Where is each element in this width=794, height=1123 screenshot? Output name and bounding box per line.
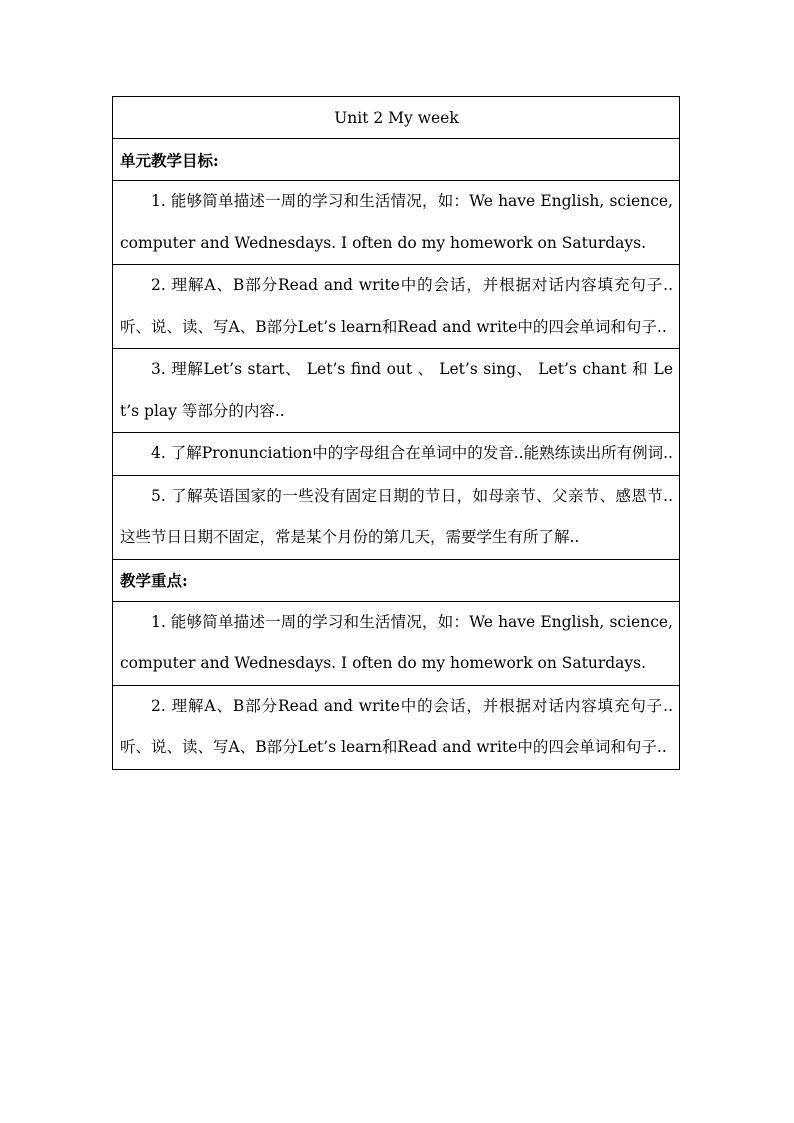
- title-row: [113, 97, 680, 139]
- section-heading-row: [113, 139, 680, 181]
- key-point-item-2-text: 2. 理解A、B部分Read and write中的会话，并根据对话内容填充句子..听、说、读、写A、B部分Let’s learn和Read and write中的四会单词和句子..: [120, 696, 673, 756]
- section-heading-objectives: 单元教学目标:: [113, 139, 680, 181]
- key-point-item-2: [113, 685, 680, 769]
- objective-item-5: [113, 475, 680, 559]
- objective-item-2-text: 2. 理解A、B部分Read and write中的会话，并根据对话内容填充句子..听、说、读、写A、B部分Let’s learn和Read and write中的四会单词和句子..: [120, 276, 673, 336]
- key-point-item-row: [113, 601, 680, 685]
- key-point-item-row: [113, 685, 680, 769]
- objective-item-row: [113, 475, 680, 559]
- section-heading-key-points: 教学重点:: [113, 559, 680, 601]
- objective-item-1: [113, 181, 680, 265]
- key-point-item-1-text: 1. 能够简单描述一周的学习和生活情况，如：We have English, science, computer and Wednesdays. I often do my homework on Saturdays.: [120, 612, 673, 672]
- objective-item-1-text: 1. 能够简单描述一周的学习和生活情况，如：We have English, science, computer and Wednesdays. I often do my homework on Saturdays.: [120, 192, 673, 252]
- unit-title: Unit 2 My week: [113, 97, 680, 139]
- objective-item-3: [113, 349, 680, 433]
- objective-item-2: [113, 265, 680, 349]
- section-heading-row: [113, 559, 680, 601]
- objective-item-4-text: 4. 了解Pronunciation中的字母组合在单词中的发音..能熟练读出所有例词..: [151, 444, 673, 462]
- objective-item-row: [113, 181, 680, 265]
- objective-item-row: [113, 433, 680, 476]
- objective-item-row: [113, 349, 680, 433]
- objective-item-row: [113, 265, 680, 349]
- key-point-item-1: [113, 601, 680, 685]
- objective-item-3-text: 3. 理解Let’s start、 Let’s find out 、 Let’s sing、 Let’s chant 和 Let’s play 等部分的内容..: [120, 360, 673, 420]
- objective-item-5-text: 5. 了解英语国家的一些没有固定日期的节日，如母亲节、父亲节、感恩节..这些节日日期不固定，常是某个月份的第几天，需要学生有所了解..: [120, 486, 673, 546]
- lesson-plan-table: [112, 96, 680, 770]
- objective-item-4: [113, 433, 680, 476]
